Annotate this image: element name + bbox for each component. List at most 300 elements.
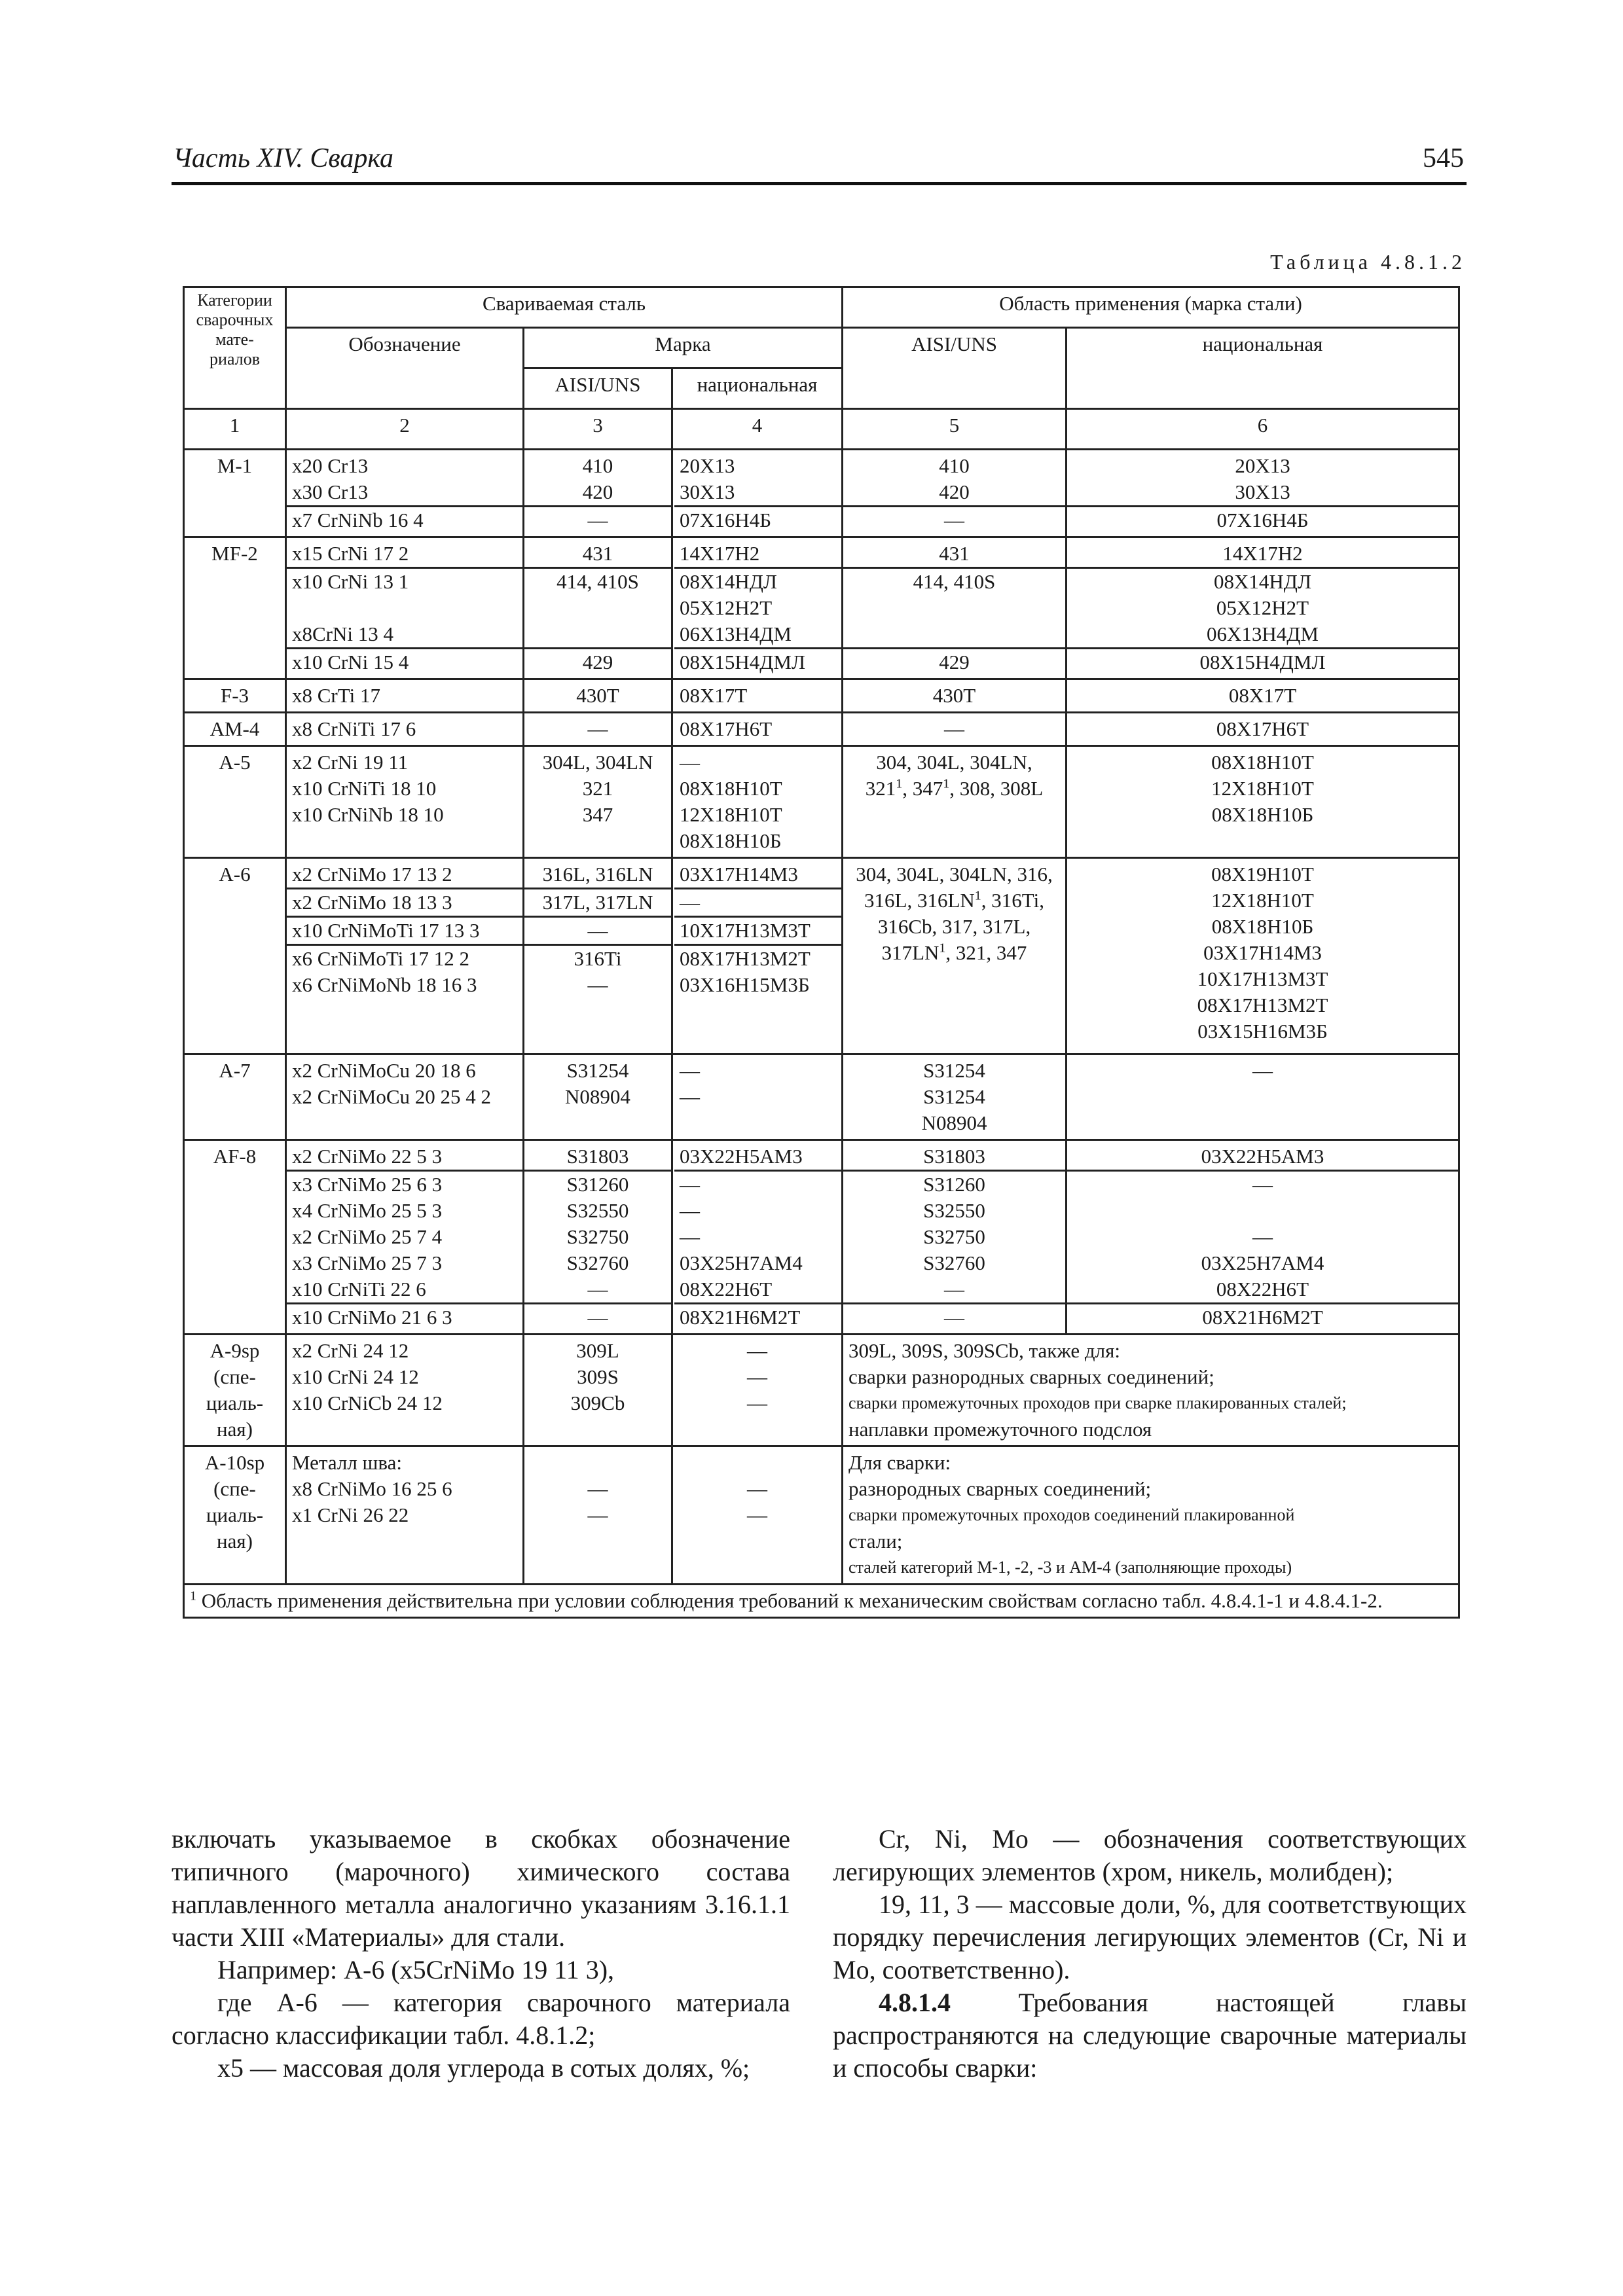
designation-cell xyxy=(286,1140,524,1335)
category-label: MF-2 xyxy=(211,542,258,565)
scope-line: стали; xyxy=(848,1530,903,1552)
d-value: x2 CrNiMo 25 7 4 xyxy=(292,1225,443,1248)
n-value: 08Х17Н6Т xyxy=(680,717,773,740)
footnote-ref: 1 xyxy=(943,776,950,791)
table-row xyxy=(184,746,1459,858)
scope-line: наплавки промежуточного подслоя xyxy=(848,1418,1152,1441)
d-value xyxy=(292,998,517,1024)
column-numbers-row xyxy=(184,409,1459,450)
n-value: — xyxy=(680,751,700,774)
a-value xyxy=(524,621,671,649)
d-value: x2 CrNiMo 18 13 3 xyxy=(287,889,522,918)
footnote-cell xyxy=(184,1585,1459,1618)
category-label: (спе- xyxy=(213,1365,256,1388)
d-value: x10 CrNi 13 1 xyxy=(292,570,409,593)
sa-value xyxy=(848,966,1060,992)
a-value: 410 xyxy=(582,454,613,477)
scope-line: 309L, 309S, 309SCb, также для: xyxy=(848,1339,1120,1362)
sn-value: 14Х17Н2 xyxy=(1067,541,1458,569)
sn-value: 06Х13Н4ДМ xyxy=(1067,621,1458,649)
category-label: (спе- xyxy=(213,1477,256,1500)
sn-value: 08Х17Н6Т xyxy=(1216,717,1309,740)
national-grade-cell xyxy=(672,450,843,537)
table-row xyxy=(184,1054,1459,1140)
col-number: 5 xyxy=(843,409,1067,450)
category-label: F-3 xyxy=(220,684,249,707)
header-scope-aisi: AISI/UNS xyxy=(843,328,1067,409)
aisi-value xyxy=(530,1450,666,1476)
header-designation: Обозначение xyxy=(286,328,524,409)
designation-cell xyxy=(286,1054,524,1140)
sa-value: S31254 xyxy=(923,1085,985,1108)
sn-value: 03Х17Н14М3 xyxy=(1203,941,1322,964)
sn-value: — xyxy=(1252,1059,1273,1082)
scope-national-cell xyxy=(1067,1054,1459,1140)
sn-value xyxy=(1072,1110,1453,1136)
sa-value: 431 xyxy=(843,541,1065,569)
n-value: 08Х21Н6М2Т xyxy=(680,1306,801,1329)
table-row-special xyxy=(184,1335,1459,1446)
national-value: — xyxy=(747,1477,767,1500)
scope-aisi-cell xyxy=(843,746,1067,858)
category-label: M-1 xyxy=(217,454,253,477)
footnote-ref: 1 xyxy=(939,941,946,956)
aisi-cell xyxy=(524,679,672,713)
d-value: x2 CrNiMo 22 5 3 xyxy=(287,1143,522,1172)
a-value: 414, 410S xyxy=(556,570,639,593)
n-value: 20Х13 xyxy=(680,454,735,477)
category-cell xyxy=(184,1054,286,1140)
sn-value: 08Х17Н13М2Т xyxy=(1197,994,1328,1016)
col-number: 4 xyxy=(672,409,843,450)
n-value: 07Х16Н4Б xyxy=(680,509,772,531)
sn-value: 08Х18Н10Б xyxy=(1211,915,1314,938)
aisi-cell xyxy=(524,713,672,746)
sa-value: 420 xyxy=(843,479,1065,507)
n-value: 12Х18Н10Т xyxy=(680,803,782,826)
d-value: x10 CrNiTi 22 6 xyxy=(287,1276,522,1304)
sa-value: 316L, $316LN^1$, 316Ti, xyxy=(864,888,1044,912)
aisi-cell xyxy=(524,858,672,1054)
a-value: 420 xyxy=(524,479,671,507)
scope-national-cell xyxy=(1067,450,1459,537)
sa-value: 429 xyxy=(939,651,970,673)
a-value: 304L, 304LN xyxy=(542,751,653,774)
scope-national-cell xyxy=(1067,746,1459,858)
sn-value: 07Х16Н4Б xyxy=(1216,509,1309,531)
d-value: x3 CrNiMo 25 6 3 xyxy=(292,1173,443,1196)
national-grade-cell xyxy=(672,858,843,1054)
scope-aisi-cell xyxy=(843,450,1067,537)
national-grade-cell xyxy=(672,1054,843,1140)
sn-value: 10Х17Н13М3Т xyxy=(1197,967,1328,990)
page-header xyxy=(172,143,1467,185)
footnote-row xyxy=(184,1585,1459,1618)
designation-value: x8 CrNiMo 16 25 6 xyxy=(292,1477,452,1500)
sa-value: S31803 xyxy=(843,1143,1065,1172)
footnote-text: Область применения действительна при условии соблюдения требований к механическим свойствам согласно табл. 4.8.4.1-1 и 4.8.4.1-2. xyxy=(201,1589,1383,1612)
sn-value: 08Х21Н6М2Т xyxy=(1202,1306,1323,1329)
d-value: x10 CrNi 15 4 xyxy=(292,651,409,673)
table-row xyxy=(184,713,1459,746)
designation-cell xyxy=(286,1335,524,1446)
a-value xyxy=(530,828,666,854)
a-value: 316L, 316LN xyxy=(524,861,671,889)
n-value: 08Х17Т xyxy=(680,684,748,707)
paragraph: х5 — массовая доля углерода в сотых долях, %; xyxy=(217,2053,750,2083)
d-value: x10 CrNiTi 18 10 xyxy=(292,777,437,800)
scope-aisi-cell xyxy=(843,679,1067,713)
scope-line: сварки разнородных сварных соединений; xyxy=(848,1365,1214,1388)
d-value: x8 CrTi 17 xyxy=(292,684,380,707)
sa-value: 316Cb, 317, 317L, xyxy=(877,915,1031,938)
category-cell xyxy=(184,858,286,1054)
aisi-cell xyxy=(524,746,672,858)
designation-cell xyxy=(286,746,524,858)
paragraph: Например: А-6 (х5CrNiMo 19 11 3), xyxy=(217,1955,615,1984)
aisi-cell xyxy=(524,537,672,679)
sn-value: 03Х25Н7АМ4 xyxy=(1201,1251,1324,1274)
category-label: циаль- xyxy=(206,1503,264,1526)
national-grade-cell xyxy=(672,1446,843,1585)
scope-aisi-cell xyxy=(843,537,1067,679)
d-value: x10 CrNiMo 21 6 3 xyxy=(292,1306,452,1329)
category-label: ная) xyxy=(217,1530,253,1552)
n-value: — xyxy=(674,889,841,918)
a-value: S32760 xyxy=(566,1251,629,1274)
header-category-line: мате- xyxy=(215,330,254,349)
paragraph: включать указываемое в скобках обозначение типичного (марочного) химического состава наплавленного металла аналогично указаниям 3.16.1.1 части XIII «Материалы» для стали. xyxy=(172,1824,790,1952)
designation-value: x2 CrNi 24 12 xyxy=(292,1339,409,1362)
d-value: x2 CrNiMo 17 13 2 xyxy=(287,861,522,889)
a-value: 347 xyxy=(582,803,613,826)
national-grade-cell xyxy=(672,1140,843,1335)
table-row xyxy=(184,679,1459,713)
d-value xyxy=(292,1110,517,1136)
n-value xyxy=(680,1110,836,1136)
national-value: — xyxy=(747,1339,767,1362)
sa-value: 414, 410S xyxy=(913,570,996,593)
national-value: — xyxy=(747,1503,767,1526)
header-scope-national: национальная xyxy=(1067,328,1459,409)
scope-aisi-cell xyxy=(843,713,1067,746)
sa-value xyxy=(848,802,1060,828)
category-label: A-5 xyxy=(219,751,251,774)
category-label: A-6 xyxy=(219,863,251,886)
header-scope: Область применения (марка стали) xyxy=(843,287,1459,328)
designation-cell xyxy=(286,679,524,713)
sa-value: 304, 304L, 304LN, 316, xyxy=(856,863,1053,886)
header-category-line: Категории xyxy=(197,291,272,310)
header-aisi: AISI/UNS xyxy=(524,368,672,409)
n-value: — xyxy=(680,1199,700,1222)
sn-value: 08Х17Т xyxy=(1228,684,1297,707)
category-cell xyxy=(184,679,286,713)
sa-value: — xyxy=(843,1276,1065,1304)
category-label: A-10sp xyxy=(204,1451,265,1474)
national-grade-cell xyxy=(672,537,843,679)
aisi-cell xyxy=(524,1335,672,1446)
national-grade-cell xyxy=(672,746,843,858)
sn-value: 08Х22Н6Т xyxy=(1067,1276,1458,1304)
scope-national-cell xyxy=(1067,679,1459,713)
d-value: x3 CrNiMo 25 7 3 xyxy=(292,1251,443,1274)
category-cell xyxy=(184,746,286,858)
n-value: — xyxy=(680,1173,700,1196)
a-value xyxy=(530,595,666,621)
scope-aisi-cell xyxy=(843,1140,1067,1335)
scope-aisi-cell xyxy=(843,1054,1067,1140)
header-category-text xyxy=(190,291,280,369)
paragraph: 19, 11, 3 — массовые доли, %, для соответствующих порядку перечисления легирующих элементов (Cr, Ni и Mo, соответственно). xyxy=(833,1890,1467,1984)
d-value xyxy=(292,1024,517,1050)
a-value xyxy=(530,1110,666,1136)
n-value: 03Х16Н15М3Б xyxy=(680,973,810,996)
sn-value: 08Х19Н10Т xyxy=(1211,863,1314,886)
n-value: 30Х13 xyxy=(674,479,841,507)
sn-value: 03Х22Н5АМ3 xyxy=(1067,1143,1458,1172)
designation-value: x10 CrNi 24 12 xyxy=(292,1365,419,1388)
designation-cell xyxy=(286,450,524,537)
sn-value xyxy=(1072,1084,1453,1110)
n-value: 03Х25Н7АМ4 xyxy=(680,1251,803,1274)
n-value: 08Х15Н4ДМЛ xyxy=(680,651,806,673)
designation-value: x1 CrNi 26 22 xyxy=(292,1503,409,1526)
a-value xyxy=(530,1024,666,1050)
sa-value: — xyxy=(944,1306,965,1329)
a-value: S31254 xyxy=(566,1059,629,1082)
paragraph: Cr, Ni, Mo — обозначения соответствующих легирующих элементов (хром, никель, молибден); xyxy=(833,1824,1467,1886)
scope-national-cell xyxy=(1067,1140,1459,1335)
footnote-ref: 1 xyxy=(974,888,981,903)
sn-value: 30Х13 xyxy=(1067,479,1458,507)
sa-value: $317LN^1$, 321, 347 xyxy=(881,941,1027,964)
n-value xyxy=(680,998,836,1024)
sa-value: S31260 xyxy=(923,1173,985,1196)
d-value: x4 CrNiMo 25 5 3 xyxy=(292,1199,443,1222)
sn-value xyxy=(1072,1198,1453,1224)
aisi-value: — xyxy=(587,1503,608,1526)
sa-value: S31254 xyxy=(923,1059,985,1082)
d-value: x8CrNi 13 4 xyxy=(287,621,522,649)
designation-value: x10 CrNiCb 24 12 xyxy=(292,1391,443,1414)
d-value: x2 CrNiMoCu 20 18 6 xyxy=(292,1059,476,1082)
paragraph: где А-6 — категория сварочного материала согласно классификации табл. 4.8.1.2; xyxy=(172,1988,790,2050)
left-column xyxy=(172,1823,790,2085)
aisi-cell xyxy=(524,1446,672,1585)
a-value: — xyxy=(587,717,608,740)
section-number: 4.8.1.4 xyxy=(879,1988,951,2017)
a-value: 431 xyxy=(524,541,671,569)
scope-line: сварки промежуточных проходов соединений плакированной xyxy=(848,1505,1295,1524)
a-value: 429 xyxy=(582,651,613,673)
category-cell xyxy=(184,1140,286,1335)
d-value: x2 CrNiMoCu 20 25 4 2 xyxy=(292,1085,491,1108)
n-value: 08Х22Н6Т xyxy=(674,1276,841,1304)
aisi-value: 309Cb xyxy=(570,1391,625,1414)
sn-value: 05Х12Н2Т xyxy=(1216,596,1309,619)
category-label: ная) xyxy=(217,1418,253,1441)
d-value: x15 CrNi 17 2 xyxy=(287,541,522,569)
category-label: AM-4 xyxy=(210,717,260,740)
n-value: 08Х14НДЛ xyxy=(680,570,777,593)
d-value xyxy=(292,828,517,854)
d-value xyxy=(292,595,517,621)
a-value: — xyxy=(524,918,671,946)
sa-value: S32550 xyxy=(923,1199,985,1222)
d-value: x8 CrNiTi 17 6 xyxy=(292,717,416,740)
sa-value: — xyxy=(944,509,965,531)
category-label: A-7 xyxy=(219,1059,251,1082)
aisi-cell xyxy=(524,1140,672,1335)
national-grade-cell xyxy=(672,679,843,713)
national-value: — xyxy=(747,1391,767,1414)
sa-value: — xyxy=(944,717,965,740)
aisi-value: 309L xyxy=(576,1339,619,1362)
category-cell xyxy=(184,1446,286,1585)
designation-cell xyxy=(286,537,524,679)
category-label: циаль- xyxy=(206,1391,264,1414)
sn-value xyxy=(1072,828,1453,854)
sn-value: 08Х18Н10Т xyxy=(1211,751,1314,774)
sa-value xyxy=(848,1018,1060,1045)
d-value: x20 Cr13 xyxy=(292,454,369,477)
welding-materials-table xyxy=(183,286,1460,1619)
sn-value: 08Х14НДЛ xyxy=(1214,570,1311,593)
header-grade: Марка xyxy=(524,328,843,368)
sa-value: S32760 xyxy=(923,1251,985,1274)
scope-national-cell xyxy=(1067,713,1459,746)
col-number: 2 xyxy=(286,409,524,450)
d-value: x10 CrNiMoTi 17 13 3 xyxy=(287,918,522,946)
aisi-cell xyxy=(524,450,672,537)
a-value: — xyxy=(587,973,608,996)
a-value: S31260 xyxy=(566,1173,629,1196)
n-value: 08Х18Н10Т xyxy=(680,777,782,800)
header-category-line: риалов xyxy=(210,350,260,368)
sa-value xyxy=(848,595,1060,621)
footnote-ref: 1 xyxy=(896,776,903,791)
sa-value xyxy=(843,621,1065,649)
a-value: 321 xyxy=(582,777,613,800)
col-number: 6 xyxy=(1067,409,1459,450)
aisi-value: 309S xyxy=(577,1365,619,1388)
national-grade-cell xyxy=(672,1335,843,1446)
scope-national-cell xyxy=(1067,858,1459,1054)
sa-value: 410 xyxy=(939,454,970,477)
scope-line: сварки промежуточных проходов при сварке плакированных сталей; xyxy=(848,1393,1347,1412)
sn-value: 03Х15Н16М3Б xyxy=(1197,1020,1328,1043)
n-value: — xyxy=(680,1059,700,1082)
scope-aisi-cell xyxy=(843,858,1067,1054)
col-number: 1 xyxy=(184,409,286,450)
table-row-special xyxy=(184,1446,1459,1585)
n-value xyxy=(680,1024,836,1050)
designation-value: Металл шва: xyxy=(292,1451,403,1474)
sn-value: — xyxy=(1252,1173,1273,1196)
a-value: — xyxy=(587,509,608,531)
scope-text-cell xyxy=(843,1335,1459,1446)
footnote-mark: 1 xyxy=(190,1588,196,1604)
col-number: 3 xyxy=(524,409,672,450)
scope-line: Для сварки: xyxy=(848,1451,951,1474)
category-cell xyxy=(184,1335,286,1446)
designation-cell xyxy=(286,713,524,746)
designation-cell xyxy=(286,1446,524,1585)
a-value: S32750 xyxy=(566,1225,629,1248)
a-value: 317L, 317LN xyxy=(524,889,671,918)
category-cell xyxy=(184,713,286,746)
a-value: S32550 xyxy=(566,1199,629,1222)
n-value: — xyxy=(680,1225,700,1248)
n-value: 03Х17Н14М3 xyxy=(674,861,841,889)
n-value: 06Х13Н4ДМ xyxy=(674,621,841,649)
sn-value: 12Х18Н10Т xyxy=(1211,777,1314,800)
d-value: x10 CrNiNb 18 10 xyxy=(292,803,444,826)
sa-value xyxy=(848,828,1060,854)
national-value: — xyxy=(747,1365,767,1388)
right-column xyxy=(833,1823,1467,2085)
a-value: 316Ti xyxy=(574,947,622,970)
sa-value xyxy=(848,992,1060,1018)
sn-value: — xyxy=(1252,1225,1273,1248)
n-value: 03Х22Н5АМ3 xyxy=(674,1143,841,1172)
n-value: 08Х18Н10Б xyxy=(680,829,782,852)
sn-value: 08Х15Н4ДМЛ xyxy=(1199,651,1326,673)
table-row xyxy=(184,450,1459,537)
a-value: S31803 xyxy=(524,1143,671,1172)
table-row xyxy=(184,537,1459,679)
category-label: A-9sp xyxy=(210,1339,260,1362)
n-value: 14Х17Н2 xyxy=(674,541,841,569)
section-paragraph xyxy=(833,1986,1467,2085)
category-cell xyxy=(184,450,286,537)
aisi-value: — xyxy=(587,1477,608,1500)
table-row xyxy=(184,1140,1459,1335)
d-value: x6 CrNiMoNb 18 16 3 xyxy=(292,973,477,996)
sn-value: 20Х13 xyxy=(1235,454,1290,477)
scope-line: сталей категорий М-1, -2, -3 и АМ-4 (заполняющие проходы) xyxy=(848,1558,1292,1577)
header-category xyxy=(184,287,286,409)
sn-value: 08Х18Н10Б xyxy=(1211,803,1314,826)
category-cell xyxy=(184,537,286,679)
page-number: 545 xyxy=(1423,143,1464,173)
designation-cell xyxy=(286,858,524,1054)
sa-value: N08904 xyxy=(921,1111,987,1134)
n-value: 05Х12Н2Т xyxy=(680,596,773,619)
header-welded-steel: Свариваемая сталь xyxy=(286,287,843,328)
scope-national-cell xyxy=(1067,537,1459,679)
d-value: x7 CrNiNb 16 4 xyxy=(292,509,424,531)
n-value: 10Х17Н13М3Т xyxy=(674,918,841,946)
sn-value: 12Х18Н10Т xyxy=(1211,889,1314,912)
scope-line: разнородных сварных соединений; xyxy=(848,1477,1152,1500)
d-value: x6 CrNiMoTi 17 12 2 xyxy=(292,947,470,970)
a-value: N08904 xyxy=(565,1085,630,1108)
header-category-line: сварочных xyxy=(196,310,274,329)
d-value: x30 Cr13 xyxy=(287,479,522,507)
category-label: AF-8 xyxy=(213,1145,257,1168)
n-value: — xyxy=(680,1085,700,1108)
sa-value: S32750 xyxy=(923,1225,985,1248)
aisi-cell xyxy=(524,1054,672,1140)
sa-value: 430T xyxy=(932,684,976,707)
a-value: — xyxy=(524,1276,671,1304)
a-value xyxy=(530,998,666,1024)
a-value: — xyxy=(587,1306,608,1329)
table-row xyxy=(184,858,1459,1054)
header-national: национальная xyxy=(672,368,843,409)
